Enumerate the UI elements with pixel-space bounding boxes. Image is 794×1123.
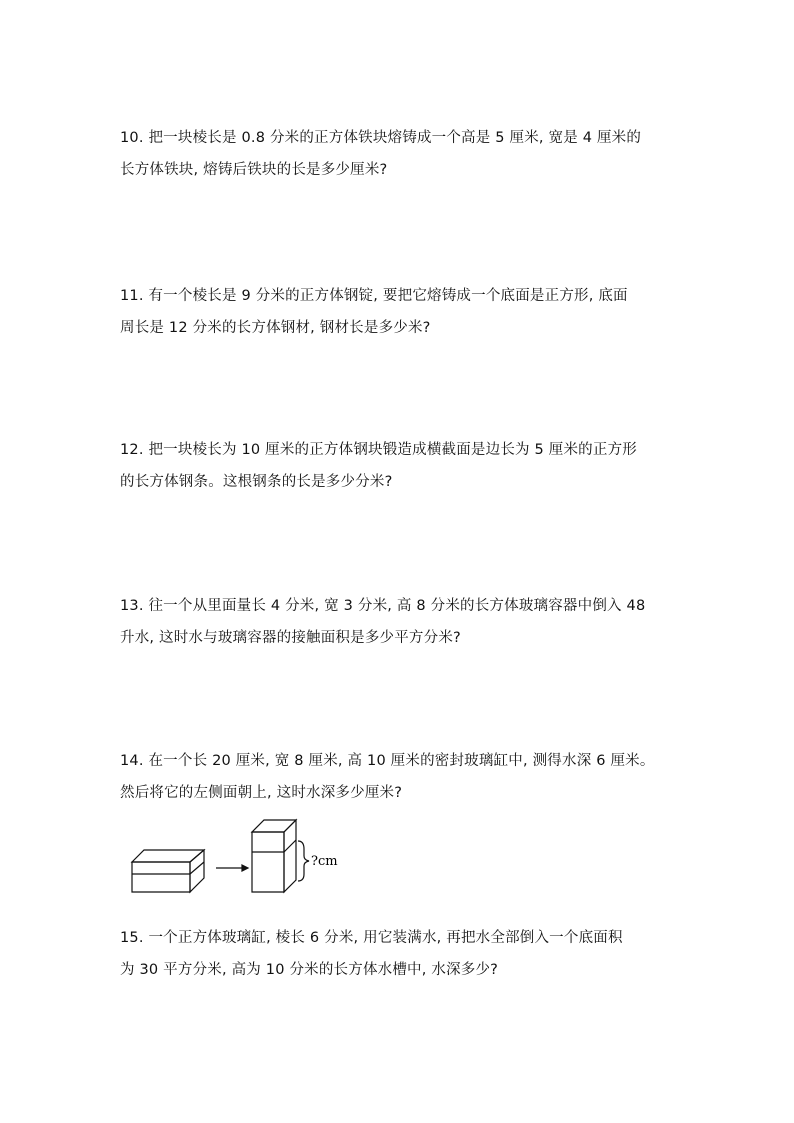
- question-11-line-1: 11. 有一个棱长是 9 分米的正方体钢锭, 要把它熔铸成一个底面是正方形, 底面: [120, 288, 628, 304]
- question-15: [120, 922, 680, 986]
- question-11-line-2: 周长是 12 分米的长方体钢材, 钢材长是多少米?: [120, 320, 431, 336]
- question-13-line-1: 13. 往一个从里面量长 4 分米, 宽 3 分米, 高 8 分米的长方体玻璃容器中倒入 48: [120, 598, 646, 614]
- tank-diagram: [128, 816, 368, 898]
- box-horizontal: [132, 850, 204, 892]
- question-11: [120, 280, 680, 344]
- depth-label: ?cm: [311, 854, 338, 869]
- question-12-line-2: 的长方体钢条。这根钢条的长是多少分米?: [120, 474, 393, 490]
- question-13-line-2: 升水, 这时水与玻璃容器的接触面积是多少平方分米?: [120, 630, 461, 646]
- question-12-line-1: 12. 把一块棱长为 10 厘米的正方体钢块锻造成横截面是边长为 5 厘米的正方形: [120, 442, 637, 458]
- question-14-line-2: 然后将它的左侧面朝上, 这时水深多少厘米?: [120, 785, 403, 801]
- question-12: [120, 434, 680, 498]
- box-vertical: [252, 820, 296, 892]
- brace-icon: [298, 841, 309, 881]
- question-15-line-1: 15. 一个正方体玻璃缸, 棱长 6 分米, 用它装满水, 再把水全部倒入一个底面积: [120, 930, 623, 946]
- question-10-line-1: 10. 把一块棱长是 0.8 分米的正方体铁块熔铸成一个高是 5 厘米, 宽是 4 厘米的: [120, 130, 642, 146]
- arrow-right-icon: [216, 865, 248, 871]
- question-10: [120, 122, 680, 186]
- question-10-line-2: 长方体铁块, 熔铸后铁块的长是多少厘米?: [120, 162, 388, 178]
- question-14: [120, 745, 680, 809]
- question-13: [120, 590, 680, 654]
- question-15-line-2: 为 30 平方分米, 高为 10 分米的长方体水槽中, 水深多少?: [120, 962, 499, 978]
- question-14-line-1: 14. 在一个长 20 厘米, 宽 8 厘米, 高 10 厘米的密封玻璃缸中, 测得水深 6 厘米。: [120, 753, 655, 769]
